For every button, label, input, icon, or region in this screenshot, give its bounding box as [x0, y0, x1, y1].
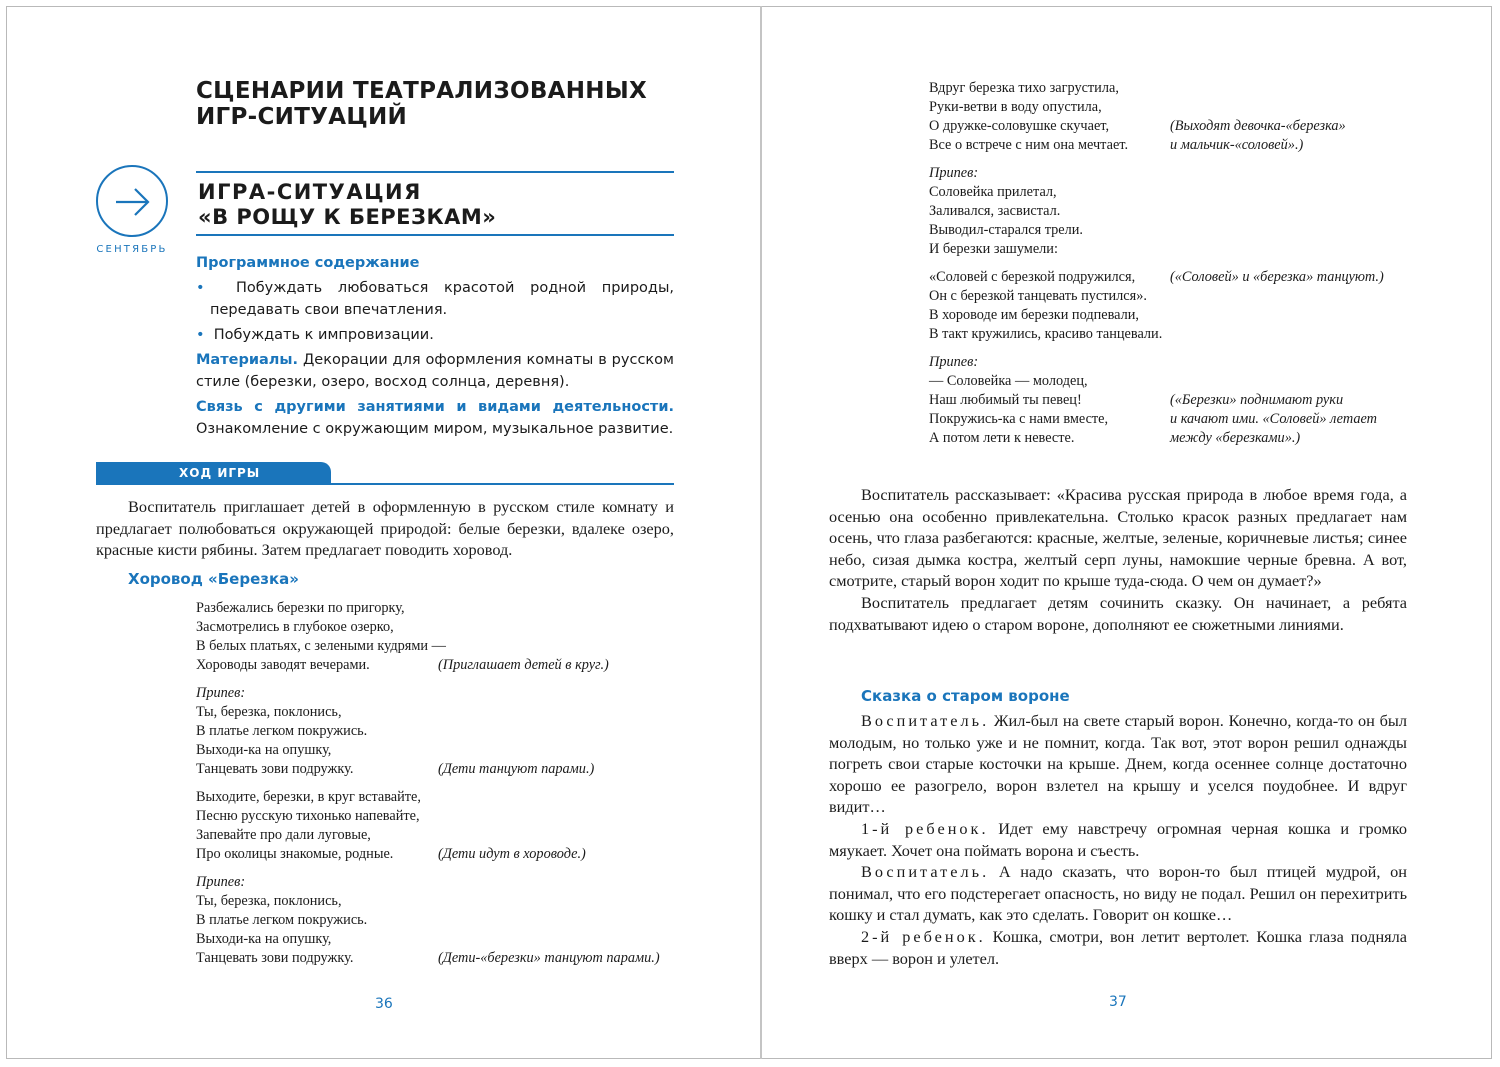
song-right	[929, 79, 1409, 457]
verse-1: Разбежались березки по пригорку, Засмотрелись в глубокое озерко, В белых платьях, с зелеными кудрями — Хороводы заводят вечерами. (Приглашает детей в круг.)	[196, 600, 609, 673]
section-rule	[96, 483, 674, 485]
chorus-1: Припев: Ты, березка, поклонись, В платье легком покружись. Выходи-ка на опушку, Танцевать зови подружку. (Дети танцуют парами.)	[196, 685, 595, 777]
round-dance-title: Хоровод «Березка»	[128, 570, 299, 588]
links: Связь с другими занятиями и видами деятельности. Ознакомление с окружающим миром, музыкальное развитие.	[196, 399, 674, 437]
dialogue-line: 1-й ребенок. Идет ему навстречу огромная черная кошка и громко мяукает. Хочет она поймать ворона и съесть.	[829, 818, 1407, 860]
stage-direction: («Березки» поднимают руки и качают ими. «Соловей» летает между «березками».)	[1170, 392, 1377, 446]
stage-direction: («Соловей» и «березка» танцуют.)	[1170, 269, 1384, 285]
month-label: СЕНТЯБРЬ	[96, 244, 168, 255]
page-number-left: 36	[375, 996, 393, 1012]
stage-direction: (Дети-«березки» танцуют парами.)	[438, 950, 660, 966]
book-title: СЦЕНАРИИ ТЕАТРАЛИЗОВАННЫХ ИГР-СИТУАЦИЙ	[196, 78, 648, 130]
title-rule-top	[196, 171, 674, 173]
dialogue-line: Воспитатель. А надо сказать, что ворон-то был птицей мудрой, он понимал, что его подстерегает опасность, но виду не подал. Решил он перехитрить кошку и стал думать, как это сделать. Говорит он кошке…	[829, 862, 1407, 925]
chorus-2: Припев: Ты, березка, поклонись, В платье легком покружись. Выходи-ка на опушку, Танцевать зови подружку. (Дети-«березки» танцуют парами.)	[196, 874, 660, 966]
bullet-item: • Побуждать к импровизации.	[196, 327, 434, 343]
story-paragraphs: Воспитатель рассказывает: «Красива русская природа в любое время года, а осенью она особенно привлекательна. Столько красок разных предлагает нам осень, что глаза разбегаются: красные, желтые, зеленые, коричневые листья; синее небо, сизая дымка костра, желтый серп луны, намокшие черные бревна. А вот, смотрите, старый ворон ходит по крыше туда-сюда. О чем он думает?» Воспитатель предлагает детям сочинить сказку. Он начинает, а ребята подхватывают идею о старом вороне, дополняют ее сюжетными линиями.	[829, 485, 1407, 634]
game-title: ИГРА-СИТУАЦИЯ «В РОЩУ К БЕРЕЗКАМ»	[198, 180, 497, 229]
chorus-4: Припев: — Соловейка — молодец, Наш любимый ты певец! Покружись-ка с нами вместе, А потом лети к невесте. («Березки» поднимают руки и качают ими. «Соловей» летает между «березками».)	[929, 354, 1377, 446]
dialogue-line: Воспитатель. Жил-был на свете старый ворон. Конечно, когда-то он был молодым, но только уже и не помнит, когда. Так вот, этот ворон решил однажды погреть свои старые косточки на крыше. Днем, когда осеннее солнце достаточно хорошо ее разогрело, ворон взлетел на крышу и уселся поудобнее. И вдруг видит…	[829, 711, 1407, 817]
page-number-right: 37	[1109, 994, 1127, 1010]
stage-direction: (Дети идут в хороводе.)	[438, 846, 586, 862]
bullet-item: • Побуждать любоваться красотой родной природы, передавать свои впечатления.	[196, 280, 675, 318]
chorus-3: Припев: Соловейка прилетал, Заливался, засвистал. Выводил-старался трели. И березки зашумели:	[929, 165, 1083, 257]
arrow-right-icon	[98, 167, 166, 235]
stage-direction: (Приглашает детей в круг.)	[438, 657, 609, 673]
section-tab: ХОД ИГРЫ	[96, 462, 331, 484]
stage-direction: (Выходят девочка-«березка» и мальчик-«соловей».)	[1170, 118, 1346, 153]
stage-direction: (Дети танцуют парами.)	[438, 761, 595, 777]
verse-4: «Соловей с березкой подружился, Он с березкой танцевать пустился». В хороводе им березки подпевали, В такт кружились, красиво танцевали. («Соловей» и «березка» танцуют.)	[929, 269, 1384, 342]
tale-dialogue	[829, 710, 1407, 969]
arrow-circle	[96, 165, 168, 237]
materials: Материалы. Декорации для оформления комнаты в русском стиле (березки, озеро, восход солнца, деревня).	[196, 352, 674, 390]
tale-title: Сказка о старом вороне	[861, 687, 1070, 705]
song-left	[196, 599, 676, 977]
dialogue-line: 2-й ребенок. Кошка, смотри, вон летит вертолет. Кошка глаза подняла вверх — ворон и улетел.	[829, 926, 1408, 968]
verse-3: Вдруг березка тихо загрустила, Руки-ветви в воду опустила, О дружке-соловушке скучает, Все о встрече с ним она мечтает. (Выходят девочка-«березка» и мальчик-«соловей».)	[929, 80, 1346, 153]
program-heading: Программное содержание	[196, 255, 420, 271]
intro-paragraph: Воспитатель приглашает детей в оформленную в русском стиле комнату и предлагает полюбоваться окружающей природой: белые березки, вдалеке озеро, красные кисти рябины. Затем предлагает поводить хоровод.	[96, 497, 674, 560]
title-rule-bottom	[196, 234, 674, 236]
verse-2: Выходите, березки, в круг вставайте, Песню русскую тихонько напевайте, Запевайте про дали луговые, Про околицы знакомые, родные. (Дети идут в хороводе.)	[196, 789, 586, 862]
program-content	[196, 252, 674, 443]
book-spine	[760, 6, 762, 1059]
